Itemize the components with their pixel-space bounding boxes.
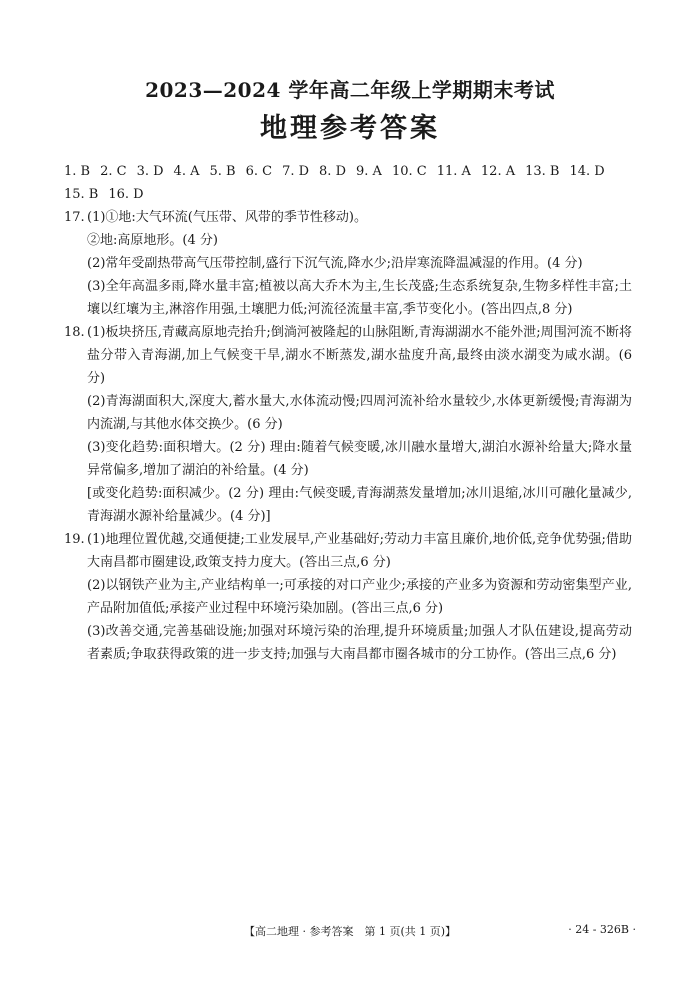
mc-answer: 14. D (569, 164, 605, 179)
answer-paragraph: (2)以钢铁产业为主,产业结构单一;可承接的对口产业少;承接的产业多为资源和劳动密集型产业,产品附加值低;承接产业过程中环境污染加剧。(答出三点,6 分) (87, 578, 632, 616)
mc-answers-row-1 (64, 160, 632, 183)
answer-paragraph: (1)地理位置优越,交通便捷;工业发展早,产业基础好;劳动力丰富且廉价,地价低,竞争优势强;借助大南昌都市圈建设,政策支持力度大。(答出三点,6 分) (87, 532, 632, 570)
answer-paragraph: [或变化趋势:面积减少。(2 分) 理由:气候变暖,青海湖蒸发量增加;冰川退缩,冰川可融化量减少,青海湖水源补给量减少。(4 分)] (87, 486, 632, 524)
answer-paragraph: (2)常年受副热带高气压带控制,盛行下沉气流,降水少;沿岸寒流降温减湿的作用。(4 分) (87, 256, 583, 271)
answer-paragraph: ②地:高原地形。(4 分) (87, 233, 218, 248)
mc-answer: 1. B (64, 164, 91, 179)
mc-answer: 15. B (64, 187, 99, 202)
question-number: 18. (64, 325, 85, 340)
answer-paragraph: (1)板块挤压,青藏高原地壳抬升;倒淌河被隆起的山脉阻断,青海湖湖水不能外泄;周围河流不断将盐分带入青海湖,加上气候变干旱,湖水不断蒸发,湖水盐度升高,最终由淡水湖变为咸水湖。(6 分) (87, 325, 632, 386)
footer-page-label: 【高二地理 · 参考答案 第 1 页(共 1 页)】 (243, 925, 457, 938)
question-17 (64, 206, 632, 321)
answer-content (64, 160, 632, 666)
answer-key-title: 地理参考答案 (260, 113, 440, 144)
mc-answers-row-2 (64, 183, 632, 206)
answer-paragraph: (3)全年高温多雨,降水量丰富;植被以高大乔木为主,生长茂盛;生态系统复杂,生物多样性丰富;土壤以红壤为主,淋溶作用强,土壤肥力低;河流径流量丰富,季节变化小。(答出四点,8 分) (87, 279, 632, 317)
mc-answer: 4. A (173, 164, 200, 179)
answer-paragraph: (1)①地:大气环流(气压带、风带的季节性移动)。 (87, 210, 367, 225)
question-number: 17. (64, 210, 85, 225)
answer-paragraph: (3)改善交通,完善基础设施;加强对环境污染的治理,提升环境质量;加强人才队伍建设,提高劳动者素质;争取获得政策的进一步支持;加强与大南昌都市圈各城市的分工协作。(答出三点,6 分) (87, 624, 632, 662)
exam-title: 2023—2024 学年高二年级上学期期末考试 (145, 78, 555, 102)
mc-answer: 6. C (245, 164, 273, 179)
mc-answer: 11. A (436, 164, 471, 179)
mc-answer: 10. C (391, 164, 427, 179)
mc-answer: 2. C (100, 164, 127, 179)
answer-paragraph: (3)变化趋势:面积增大。(2 分) 理由:随着气候变暖,冰川融水量增大,湖泊水源补给量大;降水量异常偏多,增加了湖泊的补给量。(4 分) (87, 440, 632, 478)
question-19 (64, 528, 632, 666)
question-18 (64, 321, 632, 528)
mc-answer: 12. A (480, 164, 516, 179)
answer-paragraph: (2)青海湖面积大,深度大,蓄水量大,水体流动慢;四周河流补给水量较少,水体更新缓慢;青海湖为内流湖,与其他水体交换少。(6 分) (87, 394, 632, 432)
question-number: 19. (64, 532, 85, 547)
mc-answer: 5. B (209, 164, 236, 179)
mc-answer: 16. D (108, 187, 144, 202)
mc-answer: 7. D (282, 164, 310, 179)
mc-answer: 3. D (136, 164, 164, 179)
mc-answer: 9. A (356, 164, 382, 179)
footer-doc-code: · 24 - 326B · (568, 923, 636, 936)
mc-answer: 13. B (525, 164, 560, 179)
mc-answer: 8. D (319, 164, 346, 179)
